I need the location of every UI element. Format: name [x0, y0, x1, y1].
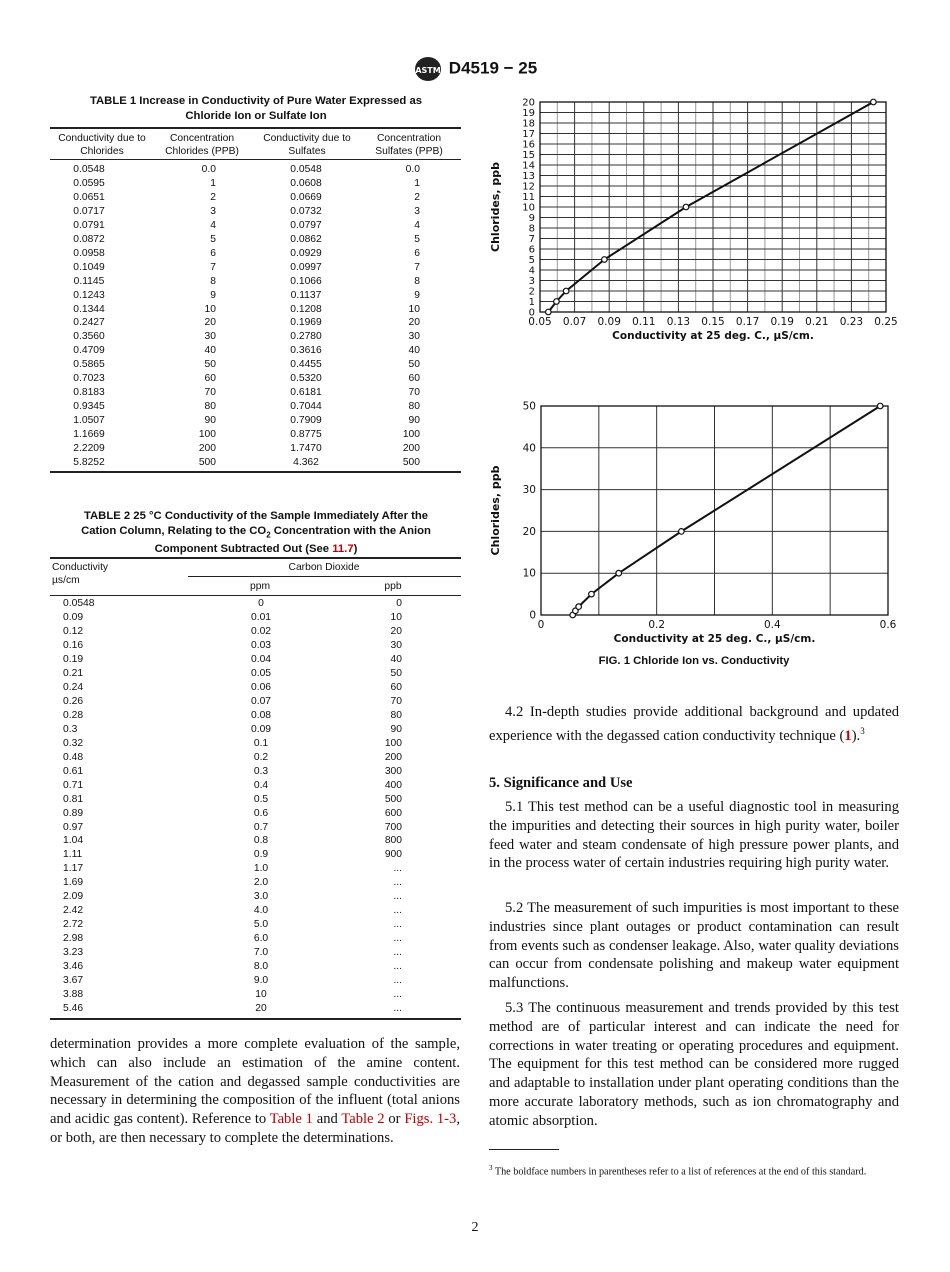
table1-cell: 3: [210, 205, 216, 217]
y-tick-label: 5: [528, 255, 535, 266]
table1-cell: 0.0595: [73, 177, 105, 189]
table2-cell: 3.23: [63, 947, 84, 959]
table2-cell: 0.03: [250, 639, 272, 651]
svg-text:ASTM: ASTM: [415, 66, 441, 75]
table2-cell: 6.0: [253, 933, 269, 945]
title-text: Cation Column, Relating to the CO: [81, 525, 267, 537]
table2-cell: 0.16: [63, 639, 84, 651]
table1-cell: 80: [408, 401, 420, 413]
table1-cell: 0.1243: [73, 289, 105, 301]
table1-cell: 40: [408, 345, 420, 357]
data-point: [554, 299, 560, 305]
chart-chlorides-full-range: [485, 395, 905, 660]
table1-cell: 0.0548: [73, 164, 105, 175]
table1-cell: 0.0929: [290, 247, 322, 259]
table1-cell: 5: [210, 233, 216, 245]
title-text: ): [353, 543, 358, 556]
table1-cell: 5: [414, 233, 420, 245]
table2-cell: 1.69: [63, 877, 84, 889]
table2-cell: 800: [384, 835, 402, 847]
table1-cell: 1: [414, 177, 420, 189]
table2-cell: 0.6: [253, 807, 269, 819]
text: or: [384, 1111, 405, 1128]
table2-cell: 300: [384, 765, 402, 777]
x-tick-label: 0: [537, 619, 545, 631]
table2-cell: 4.0: [253, 905, 269, 917]
table1-cell: 0.5865: [73, 359, 105, 371]
table1-cell: 1.1669: [73, 429, 105, 441]
table2-cell: ...: [393, 975, 402, 987]
table2-cell: 0.9: [253, 849, 269, 861]
table1-cell: 60: [204, 373, 216, 385]
table2-header-ppm: ppm: [249, 581, 271, 592]
table2-cell: 0.3: [63, 723, 78, 735]
table2-cell: 0.26: [63, 695, 84, 707]
table1-cell: 0.1049: [73, 261, 105, 273]
table1-cell: 2: [210, 191, 216, 203]
table1-cell: 0.1137: [290, 289, 322, 301]
table2-cell: 90: [390, 723, 402, 735]
x-tick-label: 0.13: [666, 316, 691, 328]
table2-cell: 60: [390, 681, 402, 693]
table2-cell: ...: [393, 961, 402, 973]
table2-title-line: [50, 542, 462, 557]
x-axis-label: Conductivity at 25 deg. C., µS/cm.: [613, 633, 816, 645]
table2-cell: 0.3: [253, 765, 269, 777]
data-point: [563, 288, 569, 294]
table1-cell: 50: [204, 359, 216, 371]
table2-group-rule: [188, 576, 461, 577]
table2-cell: 8.0: [253, 961, 269, 973]
table2-header-carbon-dioxide: Carbon Dioxide: [288, 562, 360, 573]
table1-cell: 0.0608: [290, 177, 322, 189]
table1-cell: 6: [210, 247, 216, 259]
table1-column-header: Concentration: [376, 133, 442, 144]
table2-cell: 0.06: [250, 681, 272, 693]
table2-cell: 2.98: [63, 933, 84, 945]
table2-cell: 0.61: [63, 765, 84, 777]
table2-cell: 0.4: [253, 779, 269, 791]
link-table-1[interactable]: Table 1: [269, 1111, 313, 1128]
y-tick-label: 30: [522, 484, 536, 497]
table1-cell: 0.0872: [73, 233, 105, 245]
table2-cell: 3.0: [253, 891, 269, 903]
x-tick-label: 0.2: [648, 619, 666, 631]
footnote-number: 3: [489, 1164, 493, 1172]
table2-cell: 30: [390, 639, 402, 651]
table2-cell: 1.17: [63, 863, 84, 875]
table1-cell: 0.5320: [290, 373, 322, 385]
table2-title: [50, 509, 462, 557]
table1-cell: 0.8775: [290, 429, 322, 441]
table2-cell: 900: [384, 849, 402, 861]
astm-logo-icon: [413, 56, 443, 82]
table1-cell: 0.2780: [290, 331, 322, 343]
table1-title-line: Chloride Ion or Sulfate Ion: [185, 110, 327, 122]
y-tick-label: 19: [522, 108, 535, 119]
data-point: [589, 591, 595, 597]
table2-cell: 0.1: [253, 737, 269, 749]
table1-cell: 100: [402, 429, 420, 441]
y-tick-label: 12: [522, 181, 535, 193]
table1-top-rule: [50, 127, 461, 129]
table2-cell: ...: [393, 905, 402, 917]
table2-top-rule: [50, 557, 461, 559]
table1-cell: 0.0791: [73, 219, 105, 231]
table1-cell: 90: [204, 415, 216, 427]
table1-cell: 0.0997: [290, 261, 322, 273]
table2-cell: 0.08: [250, 709, 272, 721]
paragraph-5-2: 5.2 The measurement of such impurities is most important to these industries since plant outages or product contamination can result from events such as condenser leakage. Also, water quality deviations can occur from condensate polishing and makeup water equipment malfunctions.: [489, 900, 899, 992]
table1-cell: 0.8183: [73, 387, 105, 399]
table2-cell: 0.21: [63, 667, 84, 679]
footnote-text: The boldface numbers in parentheses refer to a list of references at the end of this standard.: [492, 1166, 867, 1178]
table1-cell: 5.8252: [73, 456, 105, 468]
table2-cell: 0.05: [250, 667, 272, 679]
table2-cell: 3.46: [63, 961, 84, 973]
table1-cell: 8: [414, 275, 420, 287]
x-tick-label: 0.25: [874, 316, 898, 328]
table2-cell: 40: [390, 653, 402, 665]
table1-column-header: Chlorides (PPB): [165, 146, 239, 157]
table2-cell: 20: [390, 625, 402, 637]
y-tick-label: 11: [522, 192, 535, 203]
paragraph-5-3: 5.3 The continuous measurement and trends provided by this test method are of particular interest and can indicate the need for corrections in water treating or operating procedures and equipment. The equipment for this test method can be considered more rugged and adaptable to installation under plant operating conditions than the more accurate laboratory methods, such as ion chromatography and atomic absorption.: [489, 1000, 899, 1129]
text: ).: [851, 727, 861, 744]
table1-cell: 70: [408, 387, 420, 399]
table2-cell: 0: [258, 598, 264, 609]
y-axis-label: Chlorides, ppb: [489, 465, 502, 556]
x-tick-label: 0.23: [839, 316, 864, 328]
y-tick-label: 6: [528, 244, 535, 256]
y-tick-label: 2: [528, 286, 535, 298]
table1-cell: 500: [198, 456, 216, 468]
table2-cell: 0: [396, 598, 402, 609]
document-designation: D4519 − 25: [448, 58, 538, 78]
table2-cell: 600: [384, 807, 402, 819]
table1-cell: 0.0958: [73, 247, 105, 259]
x-tick-label: 0.05: [528, 316, 552, 328]
table2-cell: ...: [393, 1003, 402, 1015]
table2-cell: 0.24: [63, 681, 84, 693]
table2-cell: 0.12: [63, 625, 84, 637]
table1-cell: 7: [210, 261, 216, 273]
table2-cell: 3.67: [63, 975, 84, 987]
y-tick-label: 10: [522, 202, 535, 214]
y-tick-label: 16: [522, 139, 535, 151]
table1-column-header: Sulfates (PPB): [375, 146, 443, 157]
table2-cell: 0.81: [63, 793, 84, 805]
table2-cell: 0.28: [63, 709, 84, 721]
table2-header-conductivity: Conductivity: [52, 562, 109, 573]
y-tick-label: 8: [528, 223, 535, 235]
y-tick-label: 1: [528, 297, 535, 308]
table2-cell: 0.01: [250, 611, 272, 623]
table1-cell: 0.0797: [290, 219, 322, 231]
y-tick-label: 20: [522, 97, 535, 109]
x-tick-label: 0.09: [597, 316, 621, 328]
table1-cell: 0.0862: [290, 233, 322, 245]
y-tick-label: 50: [522, 400, 536, 413]
table1-cell: 0.9345: [73, 401, 105, 413]
table1-cell: 40: [204, 345, 216, 357]
table1-cell: 2.2209: [73, 443, 105, 454]
table1-cell: 2: [414, 191, 420, 203]
table1-cell: 200: [198, 443, 216, 454]
table2-cell: 2.0: [253, 877, 269, 889]
subscript: 2: [266, 530, 271, 540]
table2-cell: 0.09: [63, 611, 84, 623]
table1-cell: 500: [402, 456, 420, 468]
x-tick-label: 0.11: [632, 316, 656, 328]
table2-cell: 0.8: [253, 835, 269, 847]
table1-cell: 0.3616: [290, 345, 322, 357]
table1-cell: 0.1066: [290, 275, 322, 287]
table2-cell: 0.0548: [63, 598, 95, 609]
table2-cell: ...: [393, 947, 402, 959]
table2-cell: 0.97: [63, 821, 84, 833]
table2-header-ppb: ppb: [384, 581, 402, 592]
x-tick-label: 0.17: [735, 316, 760, 328]
paragraph-4-2: [489, 703, 899, 745]
chart-chlorides-low-range: [485, 90, 905, 350]
table1-cell: 80: [204, 401, 216, 413]
table1-cell: 0.7044: [290, 401, 322, 413]
table2-cell: 10: [255, 989, 267, 1001]
table2-cell: 0.07: [250, 695, 272, 707]
table1-column-header: Concentration: [169, 133, 235, 144]
table2-cell: 2.42: [63, 905, 84, 917]
title-text: Concentration with the Anion: [270, 525, 431, 537]
table1-cell: 50: [408, 359, 420, 371]
table2-cell: 50: [390, 667, 402, 679]
y-tick-label: 3: [528, 276, 535, 287]
link-figs-1-3[interactable]: Figs. 1-3: [404, 1111, 457, 1128]
table2-cell: ...: [393, 933, 402, 945]
y-tick-label: 15: [522, 150, 535, 161]
table1-cell: 70: [204, 387, 216, 399]
table1-cell: 9: [414, 289, 420, 301]
footnote-rule: [489, 1149, 559, 1150]
table2-cell: 70: [390, 695, 402, 707]
table2-bottom-rule: [50, 1018, 461, 1020]
y-tick-label: 17: [522, 129, 535, 140]
table1-cell: 8: [210, 275, 216, 287]
table2-cell: 500: [384, 793, 402, 805]
table1-cell: 30: [204, 331, 216, 343]
table2-cell: 100: [384, 737, 402, 749]
table1-cell: 3: [414, 205, 420, 217]
table1-cell: 9: [210, 289, 216, 301]
table2-cell: 7.0: [253, 947, 269, 959]
table2-cell: 2.72: [63, 919, 84, 931]
table2-cell: ...: [393, 877, 402, 889]
page-number: 2: [471, 1220, 479, 1235]
table1-bottom-rule: [50, 471, 461, 473]
table1-cell: 0.0669: [290, 191, 322, 203]
table2-title-line: [50, 524, 462, 542]
table1-cell: 6: [414, 247, 420, 259]
table2-cell: 80: [390, 709, 402, 721]
table2-cell: 2.09: [63, 891, 84, 903]
table1-cell: 0.0: [405, 164, 420, 175]
table1-cell: 0.3560: [73, 331, 105, 343]
section-link-11-7[interactable]: 11.7: [332, 543, 354, 556]
table2-cell: 0.09: [250, 723, 272, 735]
table2-cell: 0.19: [63, 653, 84, 665]
table1-cell: 4: [210, 219, 216, 231]
table1-header-rule: [50, 159, 461, 160]
y-tick-label: 13: [522, 171, 535, 182]
table1-cell: 0.1208: [290, 303, 322, 315]
table2-cell: ...: [393, 863, 402, 875]
x-tick-label: 0.07: [562, 316, 587, 328]
table1-cell: 4.362: [293, 456, 319, 468]
series-line: [573, 406, 880, 615]
table1-title-line: TABLE 1 Increase in Conductivity of Pure Water Expressed as: [89, 95, 423, 107]
table2-title-line: TABLE 2 25 °C Conductivity of the Sample Immediately After the: [83, 510, 429, 522]
table2-cell: 400: [384, 779, 402, 791]
y-tick-label: 18: [522, 118, 535, 130]
data-point: [602, 257, 608, 263]
text: determination provides a more complete evaluation of the sample, which can also include an estimation of the amine content. Measurement of the cation and degassed sample conductivities are necessary in determining the composition of the influent (total anions and acidic gas content). Reference to: [50, 1036, 460, 1128]
table2-cell: 20: [255, 1003, 267, 1015]
table2-cell: 0.5: [253, 793, 269, 805]
y-tick-label: 20: [522, 525, 536, 538]
y-tick-label: 4: [528, 265, 535, 277]
table1-cell: 20: [204, 317, 216, 329]
section-heading: 5. Significance and Use: [489, 775, 633, 791]
paragraph-5-1: 5.1 This test method can be a useful diagnostic tool in measuring the impurities and detecting their sources in high purity water, boiler feed water and steam condensate of high pressure power plants, and in the process water of certain industries requiring high purity water.: [489, 799, 899, 872]
table2-cell: 3.88: [63, 989, 84, 1001]
y-axis-label: Chlorides, ppb: [489, 162, 502, 252]
table2-cell: 1.11: [63, 849, 83, 861]
table2-cell: ...: [393, 989, 402, 1001]
table1-cell: 0.7909: [290, 415, 322, 427]
text: 4.2 In-depth studies provide additional background and updated experience with the degassed cation conductivity technique (: [489, 704, 899, 744]
reference-link-1[interactable]: 1: [844, 727, 852, 744]
table1-cell: 0.1969: [290, 317, 322, 329]
table1-cell: 0.0548: [290, 164, 322, 175]
table1-cell: 60: [408, 373, 420, 385]
link-table-2[interactable]: Table 2: [341, 1111, 385, 1128]
table2-cell: 0.71: [63, 779, 84, 791]
x-tick-label: 0.6: [879, 619, 897, 631]
y-tick-label: 0: [529, 609, 536, 622]
table1-column-header: Sulfates: [288, 146, 326, 157]
table1-cell: 30: [408, 331, 420, 343]
table2-cell: 700: [384, 821, 402, 833]
table1-column-header: Conductivity due to: [263, 133, 351, 144]
table1-cell: 10: [204, 303, 216, 315]
data-point: [871, 99, 877, 105]
table1-cell: 0.4455: [290, 359, 322, 371]
footnote-3: [489, 1161, 899, 1179]
table1-cell: 1.0507: [73, 415, 105, 427]
table2-cell: 5.0: [253, 919, 269, 931]
table2-cell: 1.0: [253, 863, 269, 875]
table2-cell: 0.48: [63, 751, 84, 763]
paragraph-determination: [50, 1035, 460, 1148]
table1-cell: 200: [402, 443, 420, 454]
table2-cell: ...: [393, 919, 402, 931]
page-header: [0, 56, 950, 82]
text: and: [312, 1111, 342, 1128]
data-point: [546, 309, 552, 315]
x-tick-label: 0.15: [701, 316, 725, 328]
table1-cell: 0.0651: [73, 191, 105, 203]
table1-cell: 0.7023: [73, 373, 105, 385]
y-tick-label: 9: [528, 213, 535, 224]
table2-cell: 0.7: [253, 821, 269, 833]
table1-cell: 0.0717: [73, 205, 105, 217]
table1-column-header: Chlorides: [80, 146, 124, 157]
table2-cell: 200: [384, 751, 402, 763]
x-tick-label: 0.21: [805, 316, 829, 328]
x-axis-label: Conductivity at 25 deg. C., µS/cm.: [612, 330, 814, 342]
table1-cell: 4: [414, 219, 420, 231]
title-text: Component Subtracted Out (See: [154, 543, 333, 556]
table1-column-header: Conductivity due to: [58, 133, 146, 144]
section-heading-5: [489, 774, 899, 793]
table1-cell: 0.1344: [73, 303, 105, 315]
table1-cell: 0.0732: [290, 205, 322, 217]
table2-header-conductivity-unit: µs/cm: [52, 575, 80, 586]
data-point: [616, 570, 622, 576]
table2-cell: 5.46: [63, 1003, 84, 1015]
y-tick-label: 40: [522, 442, 536, 455]
table1-cell: 0.6181: [290, 387, 322, 399]
table2-cell: 0.04: [250, 653, 272, 665]
table1-cell: 0.1145: [73, 275, 105, 287]
x-tick-label: 0.19: [770, 316, 794, 328]
data-point: [877, 403, 883, 409]
table2-cell: 0.32: [63, 737, 84, 749]
data-point: [683, 204, 689, 210]
table1-cell: 0.2427: [73, 317, 105, 329]
table1-cell: 0.4709: [73, 345, 105, 357]
text: , or both, are then necessary to complete the determinations.: [50, 1111, 460, 1146]
x-tick-label: 0.4: [763, 619, 781, 631]
table2-cell: 1.04: [63, 835, 84, 847]
table1-cell: 1: [210, 177, 216, 189]
y-tick-label: 7: [528, 234, 535, 245]
table2-cell: 10: [390, 611, 402, 623]
table1-cell: 7: [414, 261, 420, 273]
footnote-marker[interactable]: 3: [860, 725, 865, 736]
table2-cell: 9.0: [253, 975, 269, 987]
table2-cell: 0.2: [253, 751, 269, 763]
data-point: [576, 604, 582, 610]
table1-cell: 10: [408, 303, 420, 315]
table1-cell: 0.0: [201, 164, 216, 175]
table2-cell: 0.89: [63, 807, 84, 819]
y-tick-label: 14: [522, 160, 535, 172]
table2-cell: ...: [393, 891, 402, 903]
figure-caption: FIG. 1 Chloride Ion vs. Conductivity: [598, 655, 790, 667]
data-point: [679, 529, 685, 535]
table1-cell: 20: [408, 317, 420, 329]
y-tick-label: 10: [522, 567, 536, 580]
table1-cell: 100: [198, 429, 216, 441]
table1-cell: 1.7470: [290, 443, 322, 454]
table2-cell: 0.02: [250, 625, 272, 637]
table1-cell: 90: [408, 415, 420, 427]
y-tick-label: 0: [528, 307, 535, 319]
table2-header-rule: [50, 595, 461, 596]
table1-title: [50, 94, 462, 124]
